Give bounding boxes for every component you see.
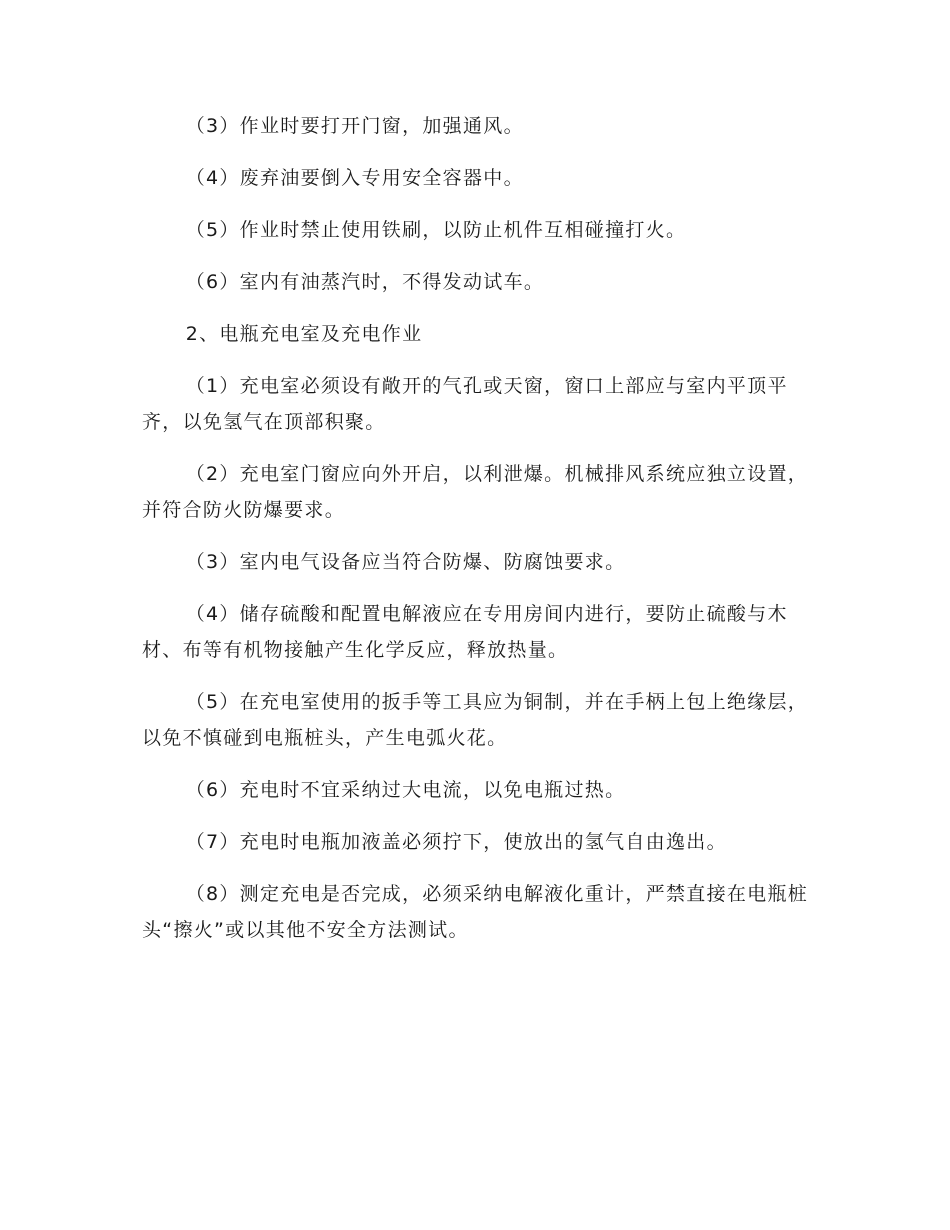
paragraph: （5）作业时禁止使用铁刷，以防止机件互相碰撞打火。 <box>185 219 687 241</box>
document-body <box>142 108 810 948</box>
paragraph: （3）作业时要打开门窗，加强通风。 <box>185 115 524 137</box>
paragraph: （1）充电室必须设有敞开的气孔或天窗，窗口上部应与室内平顶平齐，以免氢气在顶部积聚。 <box>142 375 788 433</box>
paragraph: （3）室内电气设备应当符合防爆、防腐蚀要求。 <box>185 551 626 573</box>
paragraph: （8）测定充电是否完成，必须采纳电解液化重计，严禁直接在电瓶桩头“擦火”或以其他不安全方法测试。 <box>142 883 809 941</box>
section-heading: 2、电瓶充电室及充电作业 <box>185 323 423 345</box>
paragraph: （5）在充电室使用的扳手等工具应为铜制，并在手柄上包上绝缘层，以免不慎碰到电瓶桩头，产生电弧火花。 <box>142 691 809 749</box>
paragraph: （6）室内有油蒸汽时，不得发动试车。 <box>185 271 545 293</box>
paragraph: （4）储存硫酸和配置电解液应在专用房间内进行，要防止硫酸与木材、布等有机物接触产生化学反应，释放热量。 <box>142 603 788 661</box>
paragraph: （4）废弃油要倒入专用安全容器中。 <box>185 167 524 189</box>
paragraph: （6）充电时不宜采纳过大电流，以免电瓶过热。 <box>185 779 626 801</box>
paragraph: （7）充电时电瓶加液盖必须拧下，使放出的氢气自由逸出。 <box>185 831 727 853</box>
paragraph: （2）充电室门窗应向外开启，以利泄爆。机械排风系统应独立设置，并符合防火防爆要求。 <box>142 463 809 521</box>
